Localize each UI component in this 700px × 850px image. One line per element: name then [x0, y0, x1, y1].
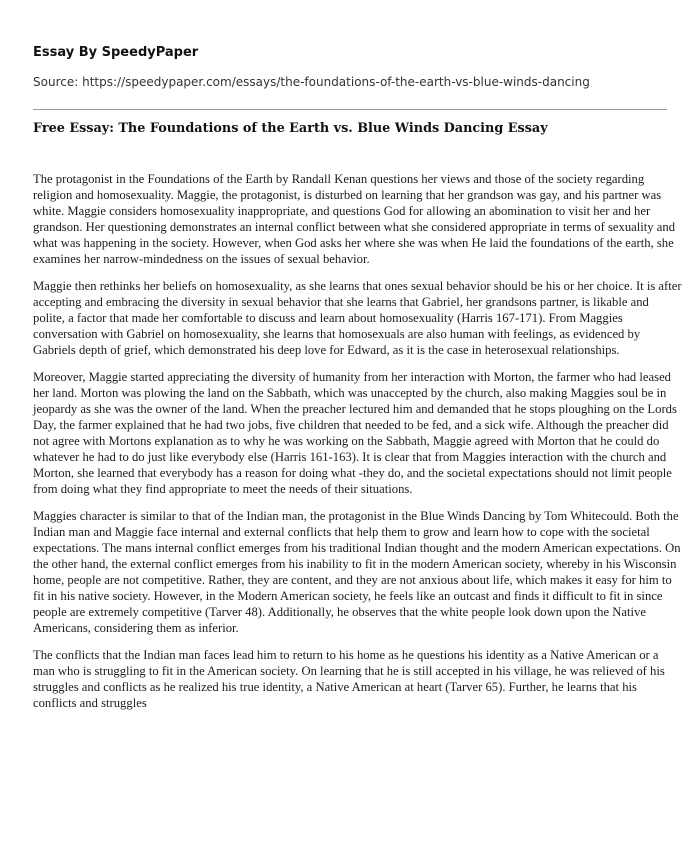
document-header — [33, 44, 667, 90]
essay-paragraph: Maggies character is similar to that of the Indian man, the protagonist in the Blue Winds Dancing by Tom Whitecould. Both the Indian man and Maggie face internal and external conflicts that help them to grow and learn how to cope with the societal expectations. The mans internal conflict emerges from his traditional Indian thought and the modern American expectations. On the other hand, the external conflict emerges from his inability to fit in the modern American society, whereby in his Wisconsin home, people are not competitive. Rather, they are content, and they are not anxious about life, which makes it easy for him to fit in his native society. However, in the Modern American society, he feels like an outcast and finds it difficult to fit in since people are extremely competitive (Tarver 48). Additionally, he observes that the white people look down upon the Native Americans, considering them as inferior. — [33, 509, 681, 635]
header-divider — [33, 109, 667, 110]
essay-paragraph: The protagonist in the Foundations of the Earth by Randall Kenan questions her views and those of the society regarding religion and homosexuality. Maggie, the protagonist, is disturbed on learning that her grandson was gay, and his partner was white. Maggie considers homosexuality inappropriate, and questions God for allowing an abomination to visit her and her grandson. Her questioning demonstrates an internal conflict between what she considered appropriate in terms of sexuality and what was happening in the society. However, when God asks her where she was when He laid the foundations of the earth, she examines her narrow-mindedness on the issues of sexual behavior. — [33, 172, 676, 266]
source-url-link[interactable]: https://speedypaper.com/essays/the-foundations-of-the-earth-vs-blue-winds-dancing — [82, 75, 590, 89]
brand-heading: Essay By SpeedyPaper — [33, 45, 199, 60]
essay-title: Free Essay: The Foundations of the Earth vs. Blue Winds Dancing Essay — [33, 121, 548, 136]
source-label: Source: — [33, 75, 79, 89]
essay-body — [33, 171, 683, 722]
essay-paragraph: Maggie then rethinks her beliefs on homosexuality, as she learns that ones sexual behavior should be his or her choice. It is after accepting and embracing the diversity in sexual behavior that she learns that Gabriel, her grandsons partner, is likable and polite, a factor that made her comfortable to discuss and learn about homosexuality (Harris 167-171). From Maggies conversation with Gabriel on homosexuality, she learns that homosexuals are also human with feelings, as evidenced by Gabriels depth of grief, which demonstrated his deep love for Edward, as it is the case in heterosexual relationships. — [33, 279, 682, 357]
essay-paragraph: Moreover, Maggie started appreciating the diversity of humanity from her interaction with Morton, the farmer who had leased her land. Morton was plowing the land on the Sabbath, which was unaccepted by the church, also making Maggies soul be in jeopardy as she was the owner of the land. When the preacher lectured him and demanded that he stops ploughing on the Lords Day, the farmer explained that he had two jobs, five children that needed to be fed, and a sick wife. Although the preacher did not agree with Mortons explanation as to why he was working on the Sabbath, Maggie agreed with Morton that he could do whatever he had to do just like everybody else (Harris 161-163). It is clear that from Maggies interaction with the church and Morton, she learned that everybody has a reason for doing what -they do, and the societal expectations should not limit people from doing what they find appropriate to meet the needs of their situations. — [33, 370, 677, 496]
essay-paragraph: The conflicts that the Indian man faces lead him to return to his home as he questions his identity as a Native American or a man who is struggling to fit in the American society. On learning that he is still accepted in his village, he was relieved of his struggles and conflicts as he realized his true identity, a Native American at heart (Tarver 65). Further, he learns that his conflicts and struggles — [33, 648, 665, 710]
source-line — [33, 74, 667, 90]
